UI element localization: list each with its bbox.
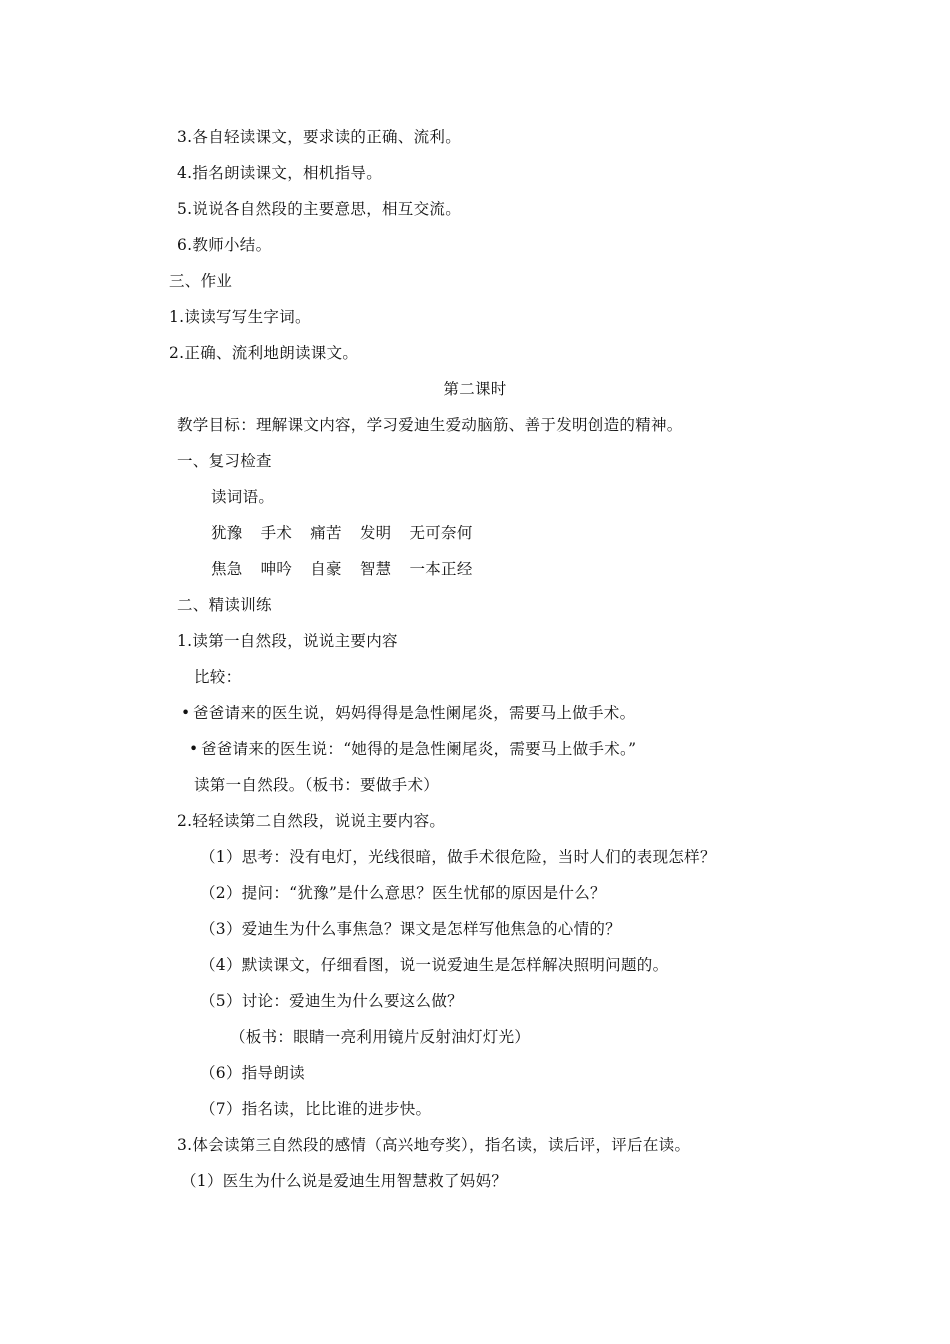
word-item: 一本正经 (409, 560, 473, 578)
intensive-reading-heading: 二、精读训练 (177, 596, 272, 614)
word-list-row-1 (211, 523, 491, 543)
homework-item-1: 1.读读写写生字词。 (169, 308, 311, 326)
compare-sentence-1: • 爸爸请来的医生说，妈妈得得是急性阑尾炎，需要马上做手术。 (181, 703, 635, 723)
step-5-text: 5.说说各自然段的主要意思，相互交流。 (177, 200, 461, 218)
question-7: （7）指名读，比比谁的进步快。 (200, 1100, 432, 1118)
word-item: 焦急 (211, 560, 243, 578)
step-4-text: 4.指名朗读课文，相机指导。 (177, 164, 382, 182)
paragraph-1-reading: 读第一自然段。（板书：要做手术） (194, 776, 440, 794)
lesson-2-title: 第二课时 (443, 380, 507, 398)
question-2: （2）提问：“犹豫”是什么意思？医生忧郁的原因是什么？ (200, 884, 606, 902)
read-words-instruction: 读词语。 (211, 488, 275, 506)
question-5: （5）讨论：爱迪生为什么要这么做？ (200, 992, 463, 1010)
word-item: 无可奈何 (409, 524, 473, 542)
word-item: 痛苦 (310, 524, 342, 542)
teaching-goal: 教学目标：理解课文内容，学习爱迪生爱动脑筋、善于发明创造的精神。 (177, 416, 683, 434)
question-6: （6）指导朗读 (200, 1064, 305, 1082)
word-item: 自豪 (310, 560, 342, 578)
board-note: （板书：眼睛一亮利用镜片反射油灯灯光） (230, 1028, 531, 1046)
section-homework-heading: 三、作业 (169, 272, 233, 290)
paragraph-3-task: 3.体会读第三自然段的感情（高兴地夸奖），指名读，读后评，评后在读。 (177, 1136, 691, 1154)
compare-label: 比较： (194, 668, 242, 686)
question-3: （3）爱迪生为什么事焦急？课文是怎样写他焦急的心情的？ (200, 920, 621, 938)
compare-sentence-2: • 爸爸请来的医生说：“她得的是急性阑尾炎，需要马上做手术。” (189, 739, 636, 759)
word-list-row-2 (211, 559, 491, 579)
word-item: 智慧 (359, 560, 392, 578)
step-6-text: 6.教师小结。 (177, 236, 272, 254)
word-item: 发明 (359, 524, 392, 542)
word-item: 手术 (260, 524, 293, 542)
paragraph-3-question-1: （1）医生为什么说是爱迪生用智慧救了妈妈？ (181, 1172, 508, 1190)
word-item: 犹豫 (211, 524, 243, 542)
paragraph-1-task: 1.读第一自然段，说说主要内容 (177, 632, 398, 650)
review-heading: 一、复习检查 (177, 452, 272, 470)
step-3-text: 3.各自轻读课文，要求读的正确、流利。 (177, 128, 461, 146)
question-4: （4）默读课文，仔细看图，说一说爱迪生是怎样解决照明问题的。 (200, 956, 669, 974)
question-1: （1）思考：没有电灯，光线很暗，做手术很危险，当时人们的表现怎样？ (200, 848, 716, 866)
homework-item-2: 2.正确、流利地朗读课文。 (169, 344, 359, 362)
paragraph-2-task: 2.轻轻读第二自然段，说说主要内容。 (177, 812, 446, 830)
word-item: 呻吟 (260, 560, 293, 578)
